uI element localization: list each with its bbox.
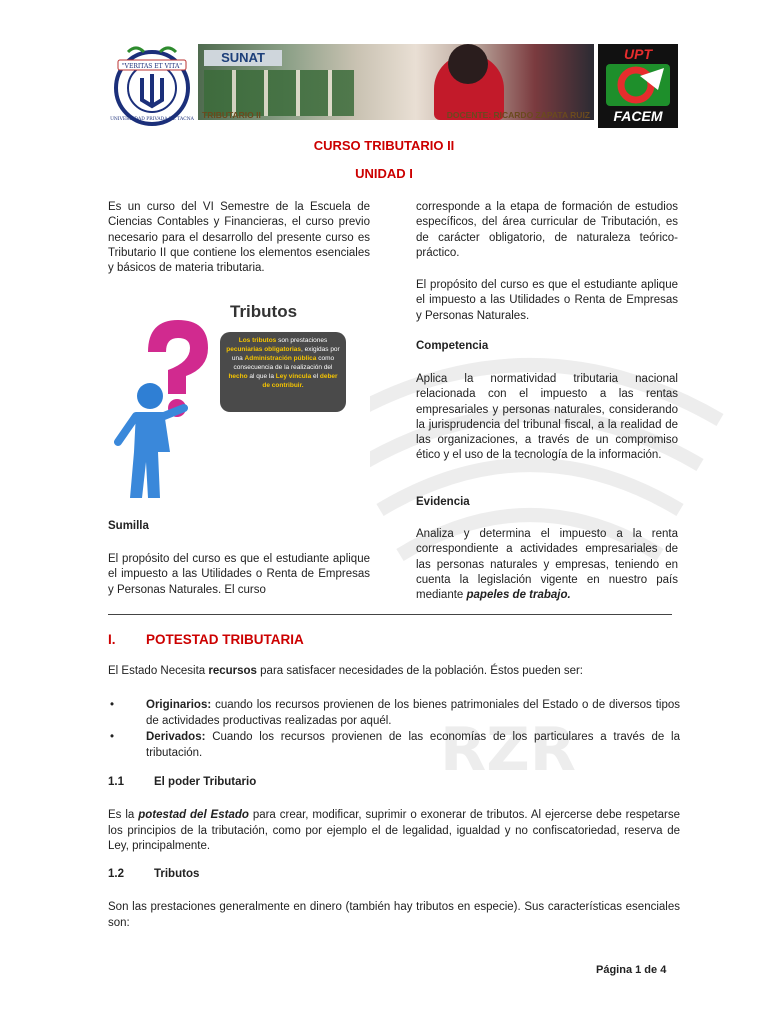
intro-b: recursos [208,665,257,677]
section-intro [108,664,680,680]
figure-title: Tributos [230,302,298,321]
s11-b: potestad del Estado [138,809,249,821]
unit-title: UNIDAD I [355,166,413,181]
s12-number: 1.2 [108,868,124,880]
s12-title: Tributos [154,868,200,880]
logo-emblem [606,64,670,106]
s12-paragraph: Son las prestaciones generalmente en dinero (también hay tributos en especie). Sus características esenciales son: [108,901,680,929]
sumilla-paragraph: El propósito del curso es que el estudiante aplique el impuesto a las Utilidades o Renta de Empresas y Personas Naturales. El curso [108,553,370,596]
bullet2-label: Derivados: [146,731,206,743]
sumilla-heading: Sumilla [108,520,149,532]
fig-p6: como consecuencia de la realización del [233,355,335,371]
section-title [108,632,304,647]
fig-p4: , exigidas por una [231,346,340,362]
evidencia-text: Analiza y determina el impuesto a la renta correspondiente a actividades empresariales de las personas naturales y empresas, teniendo en cuenta la legislación vigente en nuestro país mediante [416,528,678,602]
evidencia-heading: Evidencia [416,496,470,508]
facem-logo [598,44,678,128]
bullet-dot: • [110,731,115,743]
s11-number: 1.1 [108,776,124,788]
fig-p8: al que la [247,373,276,380]
tributos-figure [108,296,370,506]
section-divider [108,614,672,615]
competencia-paragraph: Aplica la normatividad tributaria nacional relacionada con el impuesto a las rentas empresariales y personas naturales, considerando la jurisprudencia del tribunal fiscal, a la realidad de las organizaciones, a través de un compromiso ético y el uso de la tecnología de la información. [416,373,678,462]
university-seal [108,42,196,128]
intro-c: para satisfacer necesidades de la población. Éstos pueden ser: [256,665,583,677]
fig-p5: Administración pública [244,355,317,362]
section-title-text: POTESTAD TRIBUTARIA [146,632,304,647]
banner-caption [198,108,594,122]
s11-c: para crear, modificar, suprimir o exonerar de tributos. Al ejercerse debe respetarse los principios de la tributación, como por ejemplo el de legalidad, igualdad y no confiscatoriedad, reserva de Ley, principalmente. [108,809,680,853]
bullet2-text: Cuando los recursos provienen de las economías de los particulares a través de la tributación. [146,731,680,759]
course-title: CURSO TRIBUTARIO II [313,138,455,153]
fig-p7: hecho [228,373,248,380]
fig-p11: deber de contribuir. [262,373,338,389]
subsection-1-2 [108,868,199,880]
intro-paragraph: Es un curso del VI Semestre de la Escuela de Ciencias Contables y Financieras, el curso previo necesario para el desarrollo del presente curso es Tributario II que contiene los elementos esenciales y básicos de materia tributaria. [108,201,370,275]
banner-course: TRIBUTARIO II [202,110,261,120]
banner-teacher: DOCENTE: RICARDO ZAPATA RUIZ [446,110,590,120]
subsection-1-1 [108,776,256,788]
seal-motto: "VERITAS ET VITA" [121,63,183,70]
page-number: Página 1 de 4 [596,964,667,976]
watermark-label: RZR [440,715,576,785]
s11-a: Es la [108,809,139,821]
evidencia-emphasis: papeles de trabajo. [466,589,571,602]
question-person-icon [108,312,218,506]
section-number: I. [108,632,116,647]
fig-p2: son prestaciones [276,337,328,344]
s11-paragraph [108,808,680,855]
bullet1-text: cuando los recursos provienen de los bienes patrimoniales del Estado o de diversos tipos de actividades productivas realizadas por aquél. [146,699,680,727]
evidencia-paragraph [416,527,678,603]
seal-ring-text: UNIVERSIDAD PRIVADA DE TACNA [110,117,194,122]
logo-facem: FACEM [613,108,663,124]
s11-title: El poder Tributario [154,776,257,788]
bullet1-label: Originarios: [146,699,212,711]
right-paragraph-1: corresponde a la etapa de formación de estudios específicos, del área curricular de Tributación, es de carácter obligatorio, de naturaleza teórico-práctico. [416,201,678,259]
bullet-derivados [108,730,680,762]
person-head-image [448,44,488,84]
fig-p10: el [311,373,320,380]
right-paragraph-2: El propósito del curso es que el estudiante aplique el impuesto a las Utilidades o Renta de Empresas y Personas Naturales. [416,279,678,322]
tributos-definition-bubble [220,332,346,412]
fig-p9: Ley vincula [275,373,312,380]
sunat-sign: SUNAT [204,50,282,66]
fig-p3: pecuniarias obligatorias [226,346,302,353]
intro-a: El Estado Necesita [108,665,209,677]
fig-p1: Los tributos [238,337,277,344]
logo-upt: UPT [624,46,652,62]
page-header [108,42,678,128]
competencia-heading: Competencia [416,340,489,352]
bullet-dot: • [110,699,115,711]
bullet-originarios [108,698,680,730]
